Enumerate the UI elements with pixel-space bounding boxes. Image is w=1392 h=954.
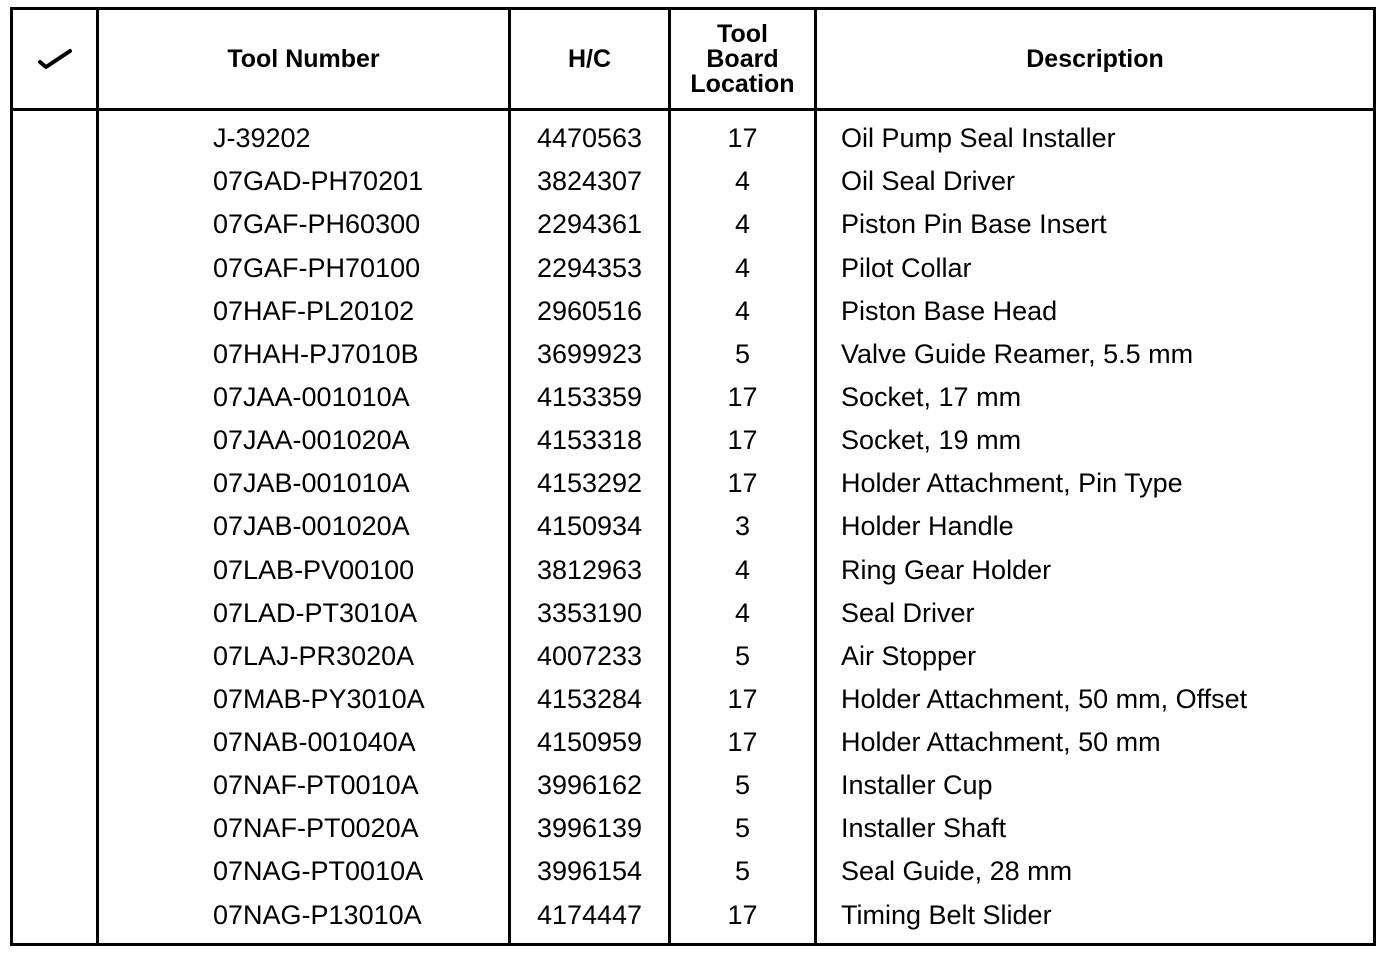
description-cell: Piston Pin Base Insert bbox=[816, 203, 1375, 246]
board-location-cell: 17 bbox=[670, 419, 816, 462]
tool-number-cell: 07GAF-PH60300 bbox=[98, 203, 510, 246]
tool-number-cell: 07GAD-PH70201 bbox=[98, 160, 510, 203]
tool-number-cell: 07HAH-PJ7010B bbox=[98, 333, 510, 376]
description-cell: Ring Gear Holder bbox=[816, 548, 1375, 591]
check-cell bbox=[12, 894, 98, 945]
check-cell bbox=[12, 635, 98, 678]
hc-cell: 3353190 bbox=[510, 592, 670, 635]
tools-table-grid bbox=[10, 7, 1376, 946]
hc-cell: 4150934 bbox=[510, 505, 670, 548]
check-cell bbox=[12, 764, 98, 807]
hc-cell: 4007233 bbox=[510, 635, 670, 678]
description-cell: Timing Belt Slider bbox=[816, 894, 1375, 945]
tool-number-cell: 07LAD-PT3010A bbox=[98, 592, 510, 635]
table-row bbox=[12, 505, 1375, 548]
description-cell: Holder Attachment, 50 mm, Offset bbox=[816, 678, 1375, 721]
board-location-cell: 17 bbox=[670, 721, 816, 764]
table-row bbox=[12, 678, 1375, 721]
board-location-cell: 17 bbox=[670, 110, 816, 161]
hc-cell: 4174447 bbox=[510, 894, 670, 945]
description-cell: Piston Base Head bbox=[816, 290, 1375, 333]
tool-number-cell: 07LAB-PV00100 bbox=[98, 548, 510, 591]
check-cell bbox=[12, 807, 98, 850]
check-cell bbox=[12, 548, 98, 591]
check-cell bbox=[12, 160, 98, 203]
tool-number-cell: 07MAB-PY3010A bbox=[98, 678, 510, 721]
board-location-cell: 5 bbox=[670, 764, 816, 807]
description-cell: Installer Cup bbox=[816, 764, 1375, 807]
hc-cell: 4153359 bbox=[510, 376, 670, 419]
table-row bbox=[12, 592, 1375, 635]
tool-number-cell: 07LAJ-PR3020A bbox=[98, 635, 510, 678]
check-cell bbox=[12, 678, 98, 721]
description-cell: Socket, 17 mm bbox=[816, 376, 1375, 419]
check-mark-icon bbox=[37, 47, 73, 73]
tool-number-cell: 07GAF-PH70100 bbox=[98, 246, 510, 289]
board-location-cell: 17 bbox=[670, 894, 816, 945]
board-location-header bbox=[670, 9, 816, 110]
board-location-cell: 4 bbox=[670, 290, 816, 333]
check-cell bbox=[12, 203, 98, 246]
board-location-cell: 5 bbox=[670, 850, 816, 893]
tool-number-cell: 07JAA-001010A bbox=[98, 376, 510, 419]
tool-number-cell: 07JAB-001010A bbox=[98, 462, 510, 505]
table-row bbox=[12, 721, 1375, 764]
check-cell bbox=[12, 333, 98, 376]
board-location-cell: 3 bbox=[670, 505, 816, 548]
description-cell: Holder Attachment, 50 mm bbox=[816, 721, 1375, 764]
tool-number-cell: 07NAG-PT0010A bbox=[98, 850, 510, 893]
check-cell bbox=[12, 246, 98, 289]
board-location-cell: 4 bbox=[670, 203, 816, 246]
check-cell bbox=[12, 290, 98, 333]
hc-cell: 4153318 bbox=[510, 419, 670, 462]
description-cell: Installer Shaft bbox=[816, 807, 1375, 850]
board-location-cell: 4 bbox=[670, 160, 816, 203]
hc-cell: 2294353 bbox=[510, 246, 670, 289]
table-row bbox=[12, 764, 1375, 807]
check-cell bbox=[12, 419, 98, 462]
description-cell: Valve Guide Reamer, 5.5 mm bbox=[816, 333, 1375, 376]
hc-cell: 2294361 bbox=[510, 203, 670, 246]
description-cell: Seal Guide, 28 mm bbox=[816, 850, 1375, 893]
table-row bbox=[12, 290, 1375, 333]
hc-cell: 3824307 bbox=[510, 160, 670, 203]
description-cell: Holder Handle bbox=[816, 505, 1375, 548]
board-location-cell: 5 bbox=[670, 635, 816, 678]
tool-number-cell: 07NAF-PT0020A bbox=[98, 807, 510, 850]
check-cell bbox=[12, 505, 98, 548]
hc-cell: 4470563 bbox=[510, 110, 670, 161]
hc-cell: 4153292 bbox=[510, 462, 670, 505]
table-row bbox=[12, 419, 1375, 462]
check-cell bbox=[12, 592, 98, 635]
description-cell: Pilot Collar bbox=[816, 246, 1375, 289]
check-cell bbox=[12, 110, 98, 161]
table-row bbox=[12, 110, 1375, 161]
description-header: Description bbox=[816, 9, 1375, 110]
table-row bbox=[12, 850, 1375, 893]
table-row bbox=[12, 333, 1375, 376]
table-row bbox=[12, 203, 1375, 246]
check-cell bbox=[12, 850, 98, 893]
table-row bbox=[12, 376, 1375, 419]
tool-number-cell: 07JAB-001020A bbox=[98, 505, 510, 548]
header-row bbox=[12, 9, 1375, 110]
tool-number-cell: 07NAF-PT0010A bbox=[98, 764, 510, 807]
board-location-cell: 5 bbox=[670, 807, 816, 850]
hc-cell: 4150959 bbox=[510, 721, 670, 764]
hc-header: H/C bbox=[510, 9, 670, 110]
description-cell: Seal Driver bbox=[816, 592, 1375, 635]
tool-number-cell: 07NAB-001040A bbox=[98, 721, 510, 764]
board-location-cell: 17 bbox=[670, 678, 816, 721]
board-location-cell: 4 bbox=[670, 592, 816, 635]
board-location-cell: 4 bbox=[670, 246, 816, 289]
table-row bbox=[12, 635, 1375, 678]
table-header bbox=[12, 9, 1375, 110]
hc-cell: 2960516 bbox=[510, 290, 670, 333]
check-cell bbox=[12, 462, 98, 505]
table-body bbox=[12, 110, 1375, 945]
board-location-header-line2: Board bbox=[706, 44, 779, 73]
check-cell bbox=[12, 721, 98, 764]
description-cell: Holder Attachment, Pin Type bbox=[816, 462, 1375, 505]
table-row bbox=[12, 548, 1375, 591]
tool-number-header: Tool Number bbox=[98, 9, 510, 110]
table-row bbox=[12, 894, 1375, 945]
hc-cell: 3996162 bbox=[510, 764, 670, 807]
hc-cell: 3996154 bbox=[510, 850, 670, 893]
board-location-cell: 17 bbox=[670, 462, 816, 505]
description-cell: Socket, 19 mm bbox=[816, 419, 1375, 462]
board-location-header-line1: Tool bbox=[717, 19, 768, 48]
board-location-cell: 5 bbox=[670, 333, 816, 376]
hc-cell: 3812963 bbox=[510, 548, 670, 591]
hc-cell: 3699923 bbox=[510, 333, 670, 376]
tool-number-cell: 07NAG-P13010A bbox=[98, 894, 510, 945]
board-location-cell: 17 bbox=[670, 376, 816, 419]
tool-number-cell: 07JAA-001020A bbox=[98, 419, 510, 462]
table-row bbox=[12, 462, 1375, 505]
check-column-header bbox=[12, 9, 98, 110]
table-row bbox=[12, 246, 1375, 289]
hc-cell: 4153284 bbox=[510, 678, 670, 721]
check-cell bbox=[12, 376, 98, 419]
tool-number-cell: 07HAF-PL20102 bbox=[98, 290, 510, 333]
tool-number-cell: J-39202 bbox=[98, 110, 510, 161]
special-tools-table bbox=[10, 7, 1376, 946]
hc-cell: 3996139 bbox=[510, 807, 670, 850]
board-location-header-line3: Location bbox=[690, 69, 795, 98]
board-location-cell: 4 bbox=[670, 548, 816, 591]
description-cell: Oil Seal Driver bbox=[816, 160, 1375, 203]
table-row bbox=[12, 160, 1375, 203]
description-cell: Air Stopper bbox=[816, 635, 1375, 678]
table-row bbox=[12, 807, 1375, 850]
description-cell: Oil Pump Seal Installer bbox=[816, 110, 1375, 161]
